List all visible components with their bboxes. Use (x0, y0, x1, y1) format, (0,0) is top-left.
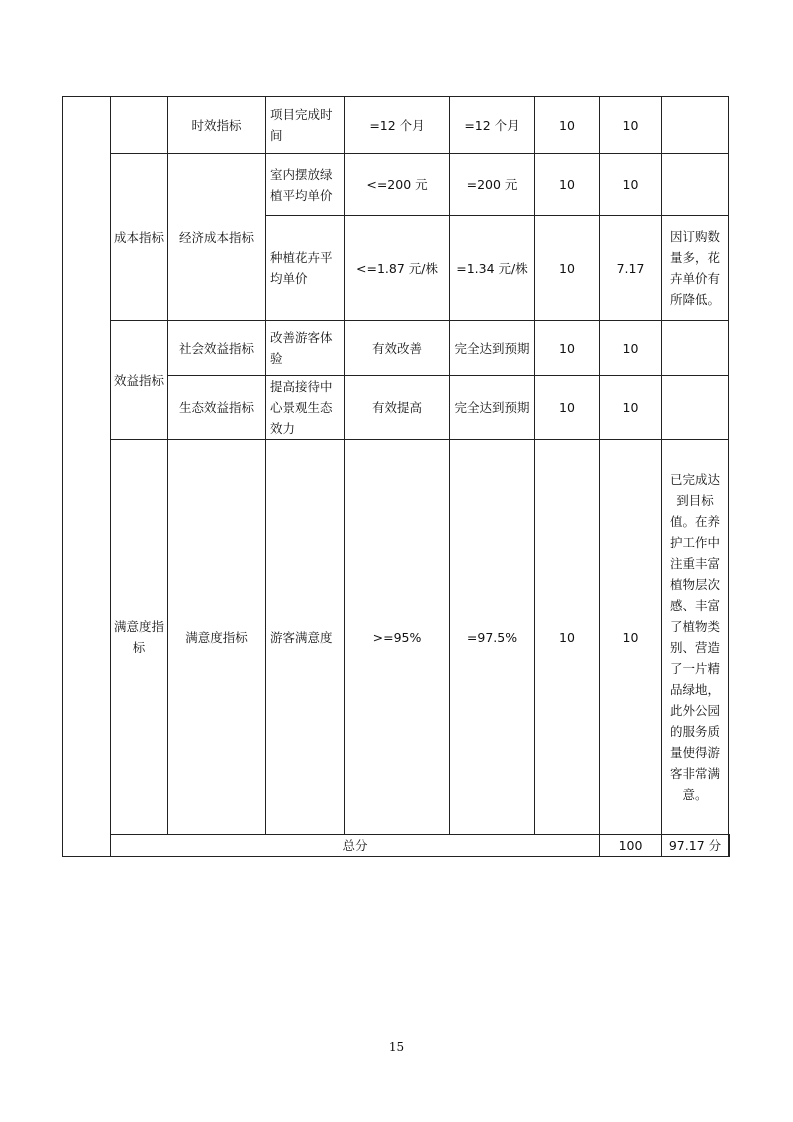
indicator-name-cell: 种植花卉平均单价 (266, 216, 345, 321)
primary-indicator-cell: 效益指标 (111, 321, 168, 440)
indicator-name-cell: 项目完成时间 (266, 97, 345, 154)
actual-value-cell: =200 元 (450, 154, 535, 216)
actual-value-cell: 完全达到预期 (450, 376, 535, 440)
total-score: 97.17 分 (662, 835, 729, 857)
secondary-indicator-cell: 时效指标 (168, 97, 266, 154)
weight-cell: 10 (535, 216, 600, 321)
actual-value-cell: =1.34 元/株 (450, 216, 535, 321)
score-cell: 10 (600, 154, 662, 216)
primary-indicator-cell: 满意度指标 (111, 440, 168, 835)
performance-table (62, 96, 730, 857)
target-value-cell: 有效提高 (345, 376, 450, 440)
primary-indicator-cell (111, 97, 168, 154)
total-note-cell (729, 835, 730, 857)
secondary-indicator-cell: 经济成本指标 (168, 154, 266, 321)
weight-cell: 10 (535, 376, 600, 440)
score-cell: 7.17 (600, 216, 662, 321)
note-cell: 因订购数量多，花卉单价有所降低。 (662, 216, 729, 321)
note-cell (662, 97, 729, 154)
page-number: 15 (388, 1040, 405, 1054)
note-cell (662, 154, 729, 216)
score-cell: 10 (600, 376, 662, 440)
score-cell: 10 (600, 97, 662, 154)
secondary-indicator-cell: 满意度指标 (168, 440, 266, 835)
table-row (63, 97, 730, 154)
target-value-cell: <=1.87 元/株 (345, 216, 450, 321)
target-value-cell: 有效改善 (345, 321, 450, 376)
target-value-cell: =12 个月 (345, 97, 450, 154)
weight-cell: 10 (535, 440, 600, 835)
first-level-indicator-cell (63, 97, 111, 857)
note-cell (662, 376, 729, 440)
total-weight: 100 (600, 835, 662, 857)
indicator-name-cell: 室内摆放绿植平均单价 (266, 154, 345, 216)
indicator-name-cell: 游客满意度 (266, 440, 345, 835)
total-label: 总分 (111, 835, 600, 857)
note-cell: 已完成达到目标值。在养护工作中注重丰富植物层次感、丰富了植物类别、营造了一片精品绿地，此外公园的服务质量使得游客非常满意。 (662, 440, 729, 835)
score-cell: 10 (600, 440, 662, 835)
weight-cell: 10 (535, 154, 600, 216)
indicator-name-cell: 改善游客体验 (266, 321, 345, 376)
secondary-indicator-cell: 生态效益指标 (168, 376, 266, 440)
weight-cell: 10 (535, 97, 600, 154)
table-row (63, 440, 730, 835)
total-row (63, 835, 730, 857)
primary-indicator-cell: 成本指标 (111, 154, 168, 321)
target-value-cell: >=95% (345, 440, 450, 835)
actual-value-cell: 完全达到预期 (450, 321, 535, 376)
table-row (63, 154, 730, 216)
weight-cell: 10 (535, 321, 600, 376)
secondary-indicator-cell: 社会效益指标 (168, 321, 266, 376)
note-cell (662, 321, 729, 376)
target-value-cell: <=200 元 (345, 154, 450, 216)
actual-value-cell: =12 个月 (450, 97, 535, 154)
actual-value-cell: =97.5% (450, 440, 535, 835)
score-cell: 10 (600, 321, 662, 376)
indicator-name-cell: 提高接待中心景观生态效力 (266, 376, 345, 440)
table-row (63, 321, 730, 376)
